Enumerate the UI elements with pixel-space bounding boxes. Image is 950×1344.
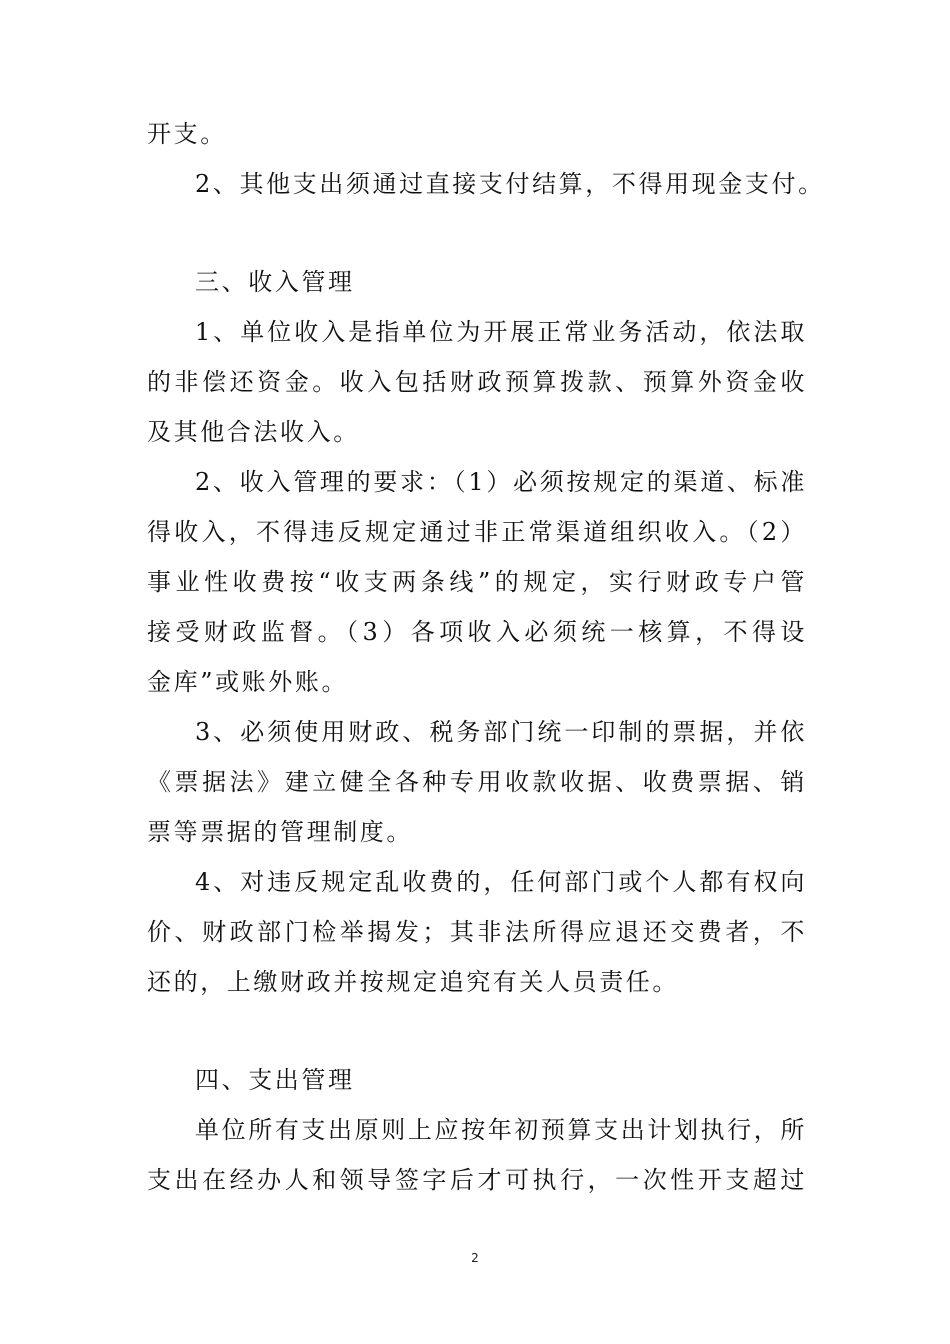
text-line: 2、收入管理的要求：（1）必须按规定的渠道、标准	[195, 468, 807, 496]
text-line: 3、必须使用财政、税务部门统一印制的票据，并依	[195, 718, 807, 746]
text-line: 还的，上缴财政并按规定追究有关人员责任。	[147, 968, 679, 996]
text-line: 事业性收费按“收支两条线”的规定，实行财政专户管	[147, 568, 807, 596]
text-line: 的非偿还资金。收入包括财政预算拨款、预算外资金收	[147, 368, 807, 396]
section-heading: 四、支出管理	[195, 1066, 355, 1094]
section-heading: 三、收入管理	[195, 268, 355, 296]
text-line: 及其他合法收入。	[147, 418, 360, 446]
text-line: 价、财政部门检举揭发；其非法所得应退还交费者，不	[147, 918, 807, 946]
text-line: 金库”或账外账。	[147, 668, 349, 696]
text-line: 2、其他支出须通过直接支付结算，不得用现金支付。	[195, 170, 825, 198]
text-line: 支出在经办人和领导签字后才可执行，一次性开支超过	[147, 1166, 807, 1194]
text-line: 4、对违反规定乱收费的，任何部门或个人都有权向	[195, 868, 807, 896]
page-number: 2	[471, 1251, 479, 1265]
text-line: 1、单位收入是指单位为开展正常业务活动，依法取	[195, 318, 807, 346]
text-line: 《票据法》建立健全各种专用收款收据、收费票据、销	[147, 768, 807, 796]
text-line: 接受财政监督。（3）各项收入必须统一核算，不得设	[147, 618, 807, 646]
text-line: 单位所有支出原则上应按年初预算支出计划执行，所	[195, 1116, 807, 1144]
text-line: 得收入，不得违反规定通过非正常渠道组织收入。（2）	[147, 518, 807, 546]
text-line: 开支。	[147, 120, 227, 148]
text-line: 票等票据的管理制度。	[147, 818, 413, 846]
